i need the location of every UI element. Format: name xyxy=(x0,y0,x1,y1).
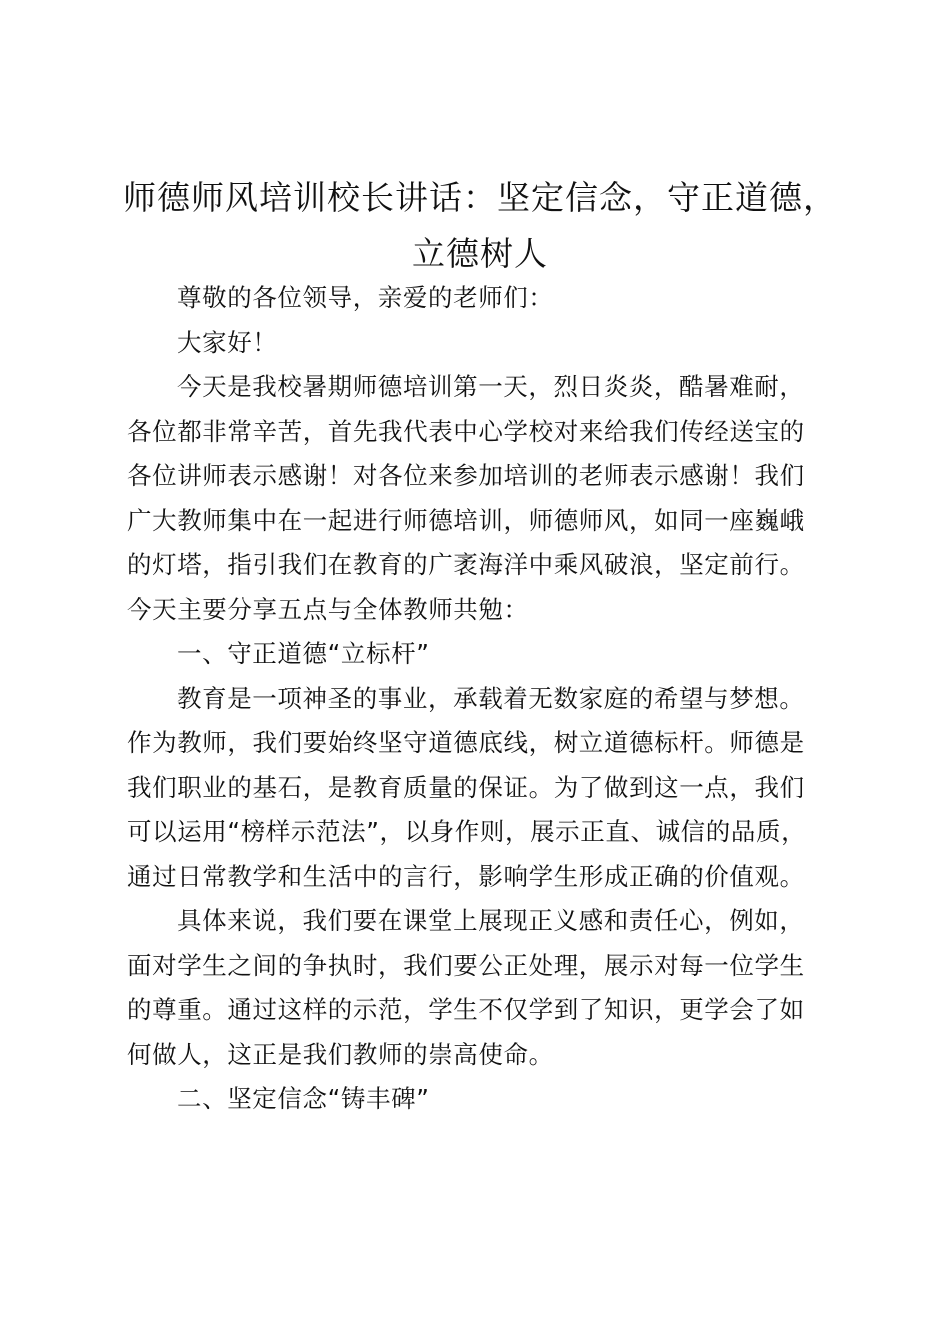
body-line: 我们职业的基石，是教育质量的保证。为了做到这一点，我们 xyxy=(127,772,805,802)
body-line: 具体来说，我们要在课堂上展现正义感和责任心，例如， xyxy=(177,906,805,935)
body-line: 各位都非常辛苦，首先我代表中心学校对来给我们传经送宝的 xyxy=(127,416,805,446)
body-line: 何做人，这正是我们教师的崇高使命。 xyxy=(127,1039,554,1069)
salutation: 尊敬的各位领导，亲爱的老师们： xyxy=(177,283,554,312)
body-line: 可以运用“榜样示范法”，以身作则，展示正直、诚信的品质， xyxy=(127,817,807,846)
body-line: 面对学生之间的争执时，我们要公正处理，展示对每一位学生 xyxy=(127,950,805,980)
document-body xyxy=(127,276,857,1122)
title-line: 师德师风培训校长讲话：坚定信念，守正道德， xyxy=(123,178,837,217)
body-line: 今天主要分享五点与全体教师共勉： xyxy=(127,594,529,624)
body-line: 今天是我校暑期师德培训第一天，烈日炎炎，酷暑难耐， xyxy=(177,372,805,401)
body-line: 的尊重。通过这样的示范，学生不仅学到了知识，更学会了如 xyxy=(127,995,805,1024)
body-line: 通过日常教学和生活中的言行，影响学生形成正确的价值观。 xyxy=(127,861,805,891)
section-heading: 二、坚定信念“铸丰碑” xyxy=(177,1084,430,1113)
title-line: 立德树人 xyxy=(412,234,548,273)
greeting: 大家好！ xyxy=(177,327,278,357)
body-line: 作为教师，我们要始终坚守道德底线，树立道德标杆。师德是 xyxy=(127,728,805,757)
body-line: 广大教师集中在一起进行师德培训，师德师风，如同一座巍峨 xyxy=(127,505,805,535)
section-heading: 一、守正道德“立标杆” xyxy=(177,639,430,668)
body-line: 教育是一项神圣的事业，承载着无数家庭的希望与梦想。 xyxy=(177,683,805,713)
document-title xyxy=(100,170,860,282)
body-line: 各位讲师表示感谢！对各位来参加培训的老师表示感谢！我们 xyxy=(127,461,805,490)
body-line: 的灯塔，指引我们在教育的广袤海洋中乘风破浪，坚定前行。 xyxy=(127,550,805,579)
